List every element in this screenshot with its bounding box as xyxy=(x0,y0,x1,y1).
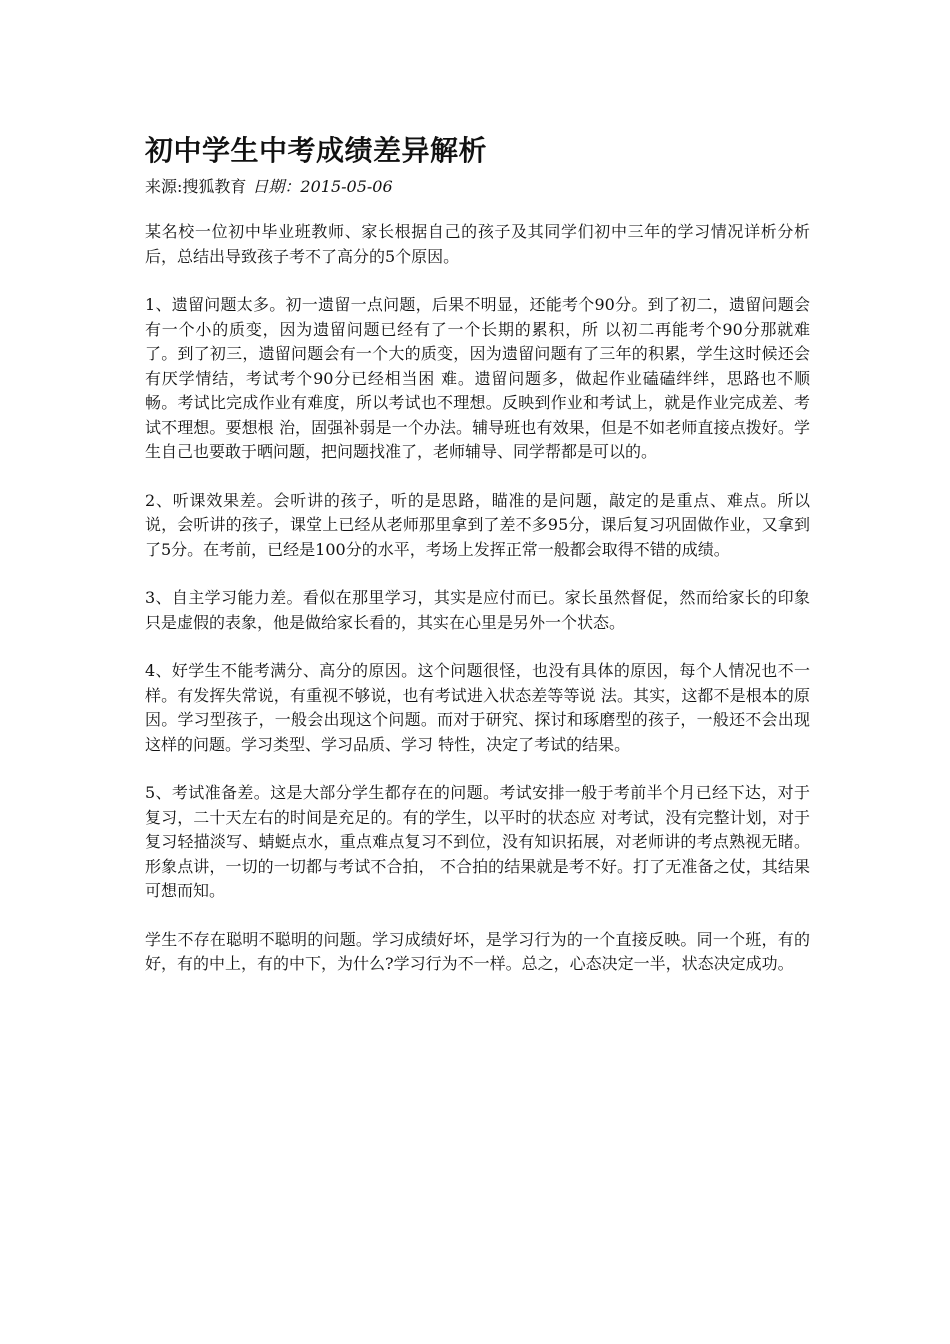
paragraph-intro: 某名校一位初中毕业班教师、家长根据自己的孩子及其同学们初中三年的学习情况详析分析后，总结出导致孩子考不了高分的5个原因。 xyxy=(145,222,810,266)
article-body xyxy=(145,220,810,977)
paragraph-reason-3: 3、自主学习能力差。看似在那里学习，其实是应付而已。家长虽然督促，然而给家长的印象只是虚假的表象，他是做给家长看的，其实在心里是另外一个状态。 xyxy=(145,588,810,632)
article-meta xyxy=(145,176,810,198)
article-title: 初中学生中考成绩差异解析 xyxy=(145,134,488,167)
paragraph-conclusion: 学生不存在聪明不聪明的问题。学习成绩好坏，是学习行为的一个直接反映。同一个班，有的好，有的中上，有的中下，为什么?学习行为不一样。总之，心态决定一半，状态决定成功。 xyxy=(145,929,810,973)
paragraph-reason-5: 5、考试准备差。这是大部分学生都存在的问题。考试安排一般于考前半个月已经下达，对于复习，二十天左右的时间是充足的。有的学生，以平时的状态应 对考试，没有完整计划，对于复习轻描淡写、蜻蜓点水，重点难点复习不到位，没有知识拓展，对老师讲的考点熟视无睹。形象点讲，一切的一切都与考试不合拍， 不合拍的结果就是考不好。打了无准备之仗，其结果可想而知。 xyxy=(145,783,810,900)
article xyxy=(145,132,810,1001)
article-date: 日期：2015-05-06 xyxy=(252,177,393,196)
article-source: 来源:搜狐教育 xyxy=(145,177,247,196)
paragraph-reason-4: 4、好学生不能考满分、高分的原因。这个问题很怪，也没有具体的原因，每个人情况也不一样。有发挥失常说，有重视不够说，也有考试进入状态差等等说 法。其实，这都不是根本的原因。学习型孩子，一般会出现这个问题。而对于研究、探讨和琢磨型的孩子，一般还不会出现这样的问题。学习类型、学习品质、学习 特性，决定了考试的结果。 xyxy=(145,661,810,754)
paragraph-reason-2: 2、听课效果差。会听讲的孩子，听的是思路，瞄准的是问题，敲定的是重点、难点。所以说，会听讲的孩子，课堂上已经从老师那里拿到了差不多95分，课后复习巩固做作业，又拿到了5分。在考前，已经是100分的水平，考场上发挥正常一般都会取得不错的成绩。 xyxy=(145,490,810,559)
paragraph-reason-1: 1、遗留问题太多。初一遗留一点问题，后果不明显，还能考个90分。到了初二，遗留问题会有一个小的质变，因为遗留问题已经有了一个长期的累积，所 以初二再能考个90分那就难了。到了初三，遗留问题会有一个大的质变，因为遗留问题有了三年的积累，学生这时候还会有厌学情结，考试考个90分已经相当困 难。遗留问题多，做起作业磕磕绊绊，思路也不顺畅。考试比完成作业有难度，所以考试也不理想。反映到作业和考试上，就是作业完成差、考试不理想。要想根 治，固强补弱是一个办法。辅导班也有效果，但是不如老师直接点拨好。学生自己也要敢于晒问题，把问题找准了，老师辅导、同学帮都是可以的。 xyxy=(145,295,810,461)
